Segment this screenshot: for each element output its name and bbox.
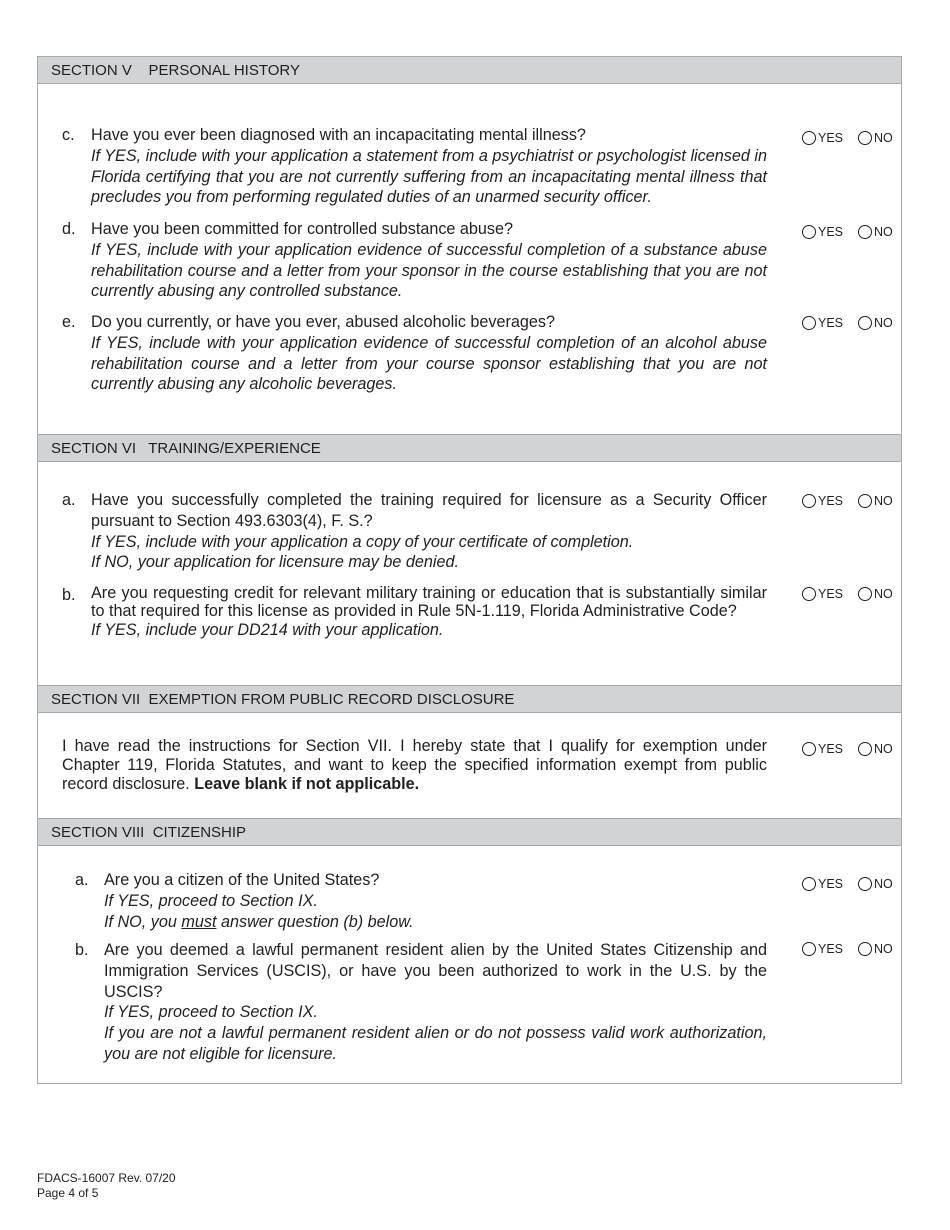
radio-circle-icon[interactable] [802, 942, 816, 956]
question-letter: a. [75, 871, 89, 889]
question-note: If YES, proceed to Section IX. [104, 891, 318, 910]
no-label: NO [874, 742, 893, 756]
yes-radio[interactable] [802, 491, 843, 511]
note-text: answer question (b) below. [216, 912, 414, 931]
yes-radio[interactable] [802, 313, 843, 333]
radio-circle-icon[interactable] [858, 587, 872, 601]
section-number: SECTION V [51, 62, 132, 79]
radio-circle-icon[interactable] [802, 494, 816, 508]
section-title: CITIZENSHIP [152, 824, 247, 841]
statement-bold: Leave blank if not applicable. [194, 775, 420, 793]
no-radio[interactable] [858, 222, 893, 242]
yes-label: YES [818, 877, 844, 891]
question-text: Have you ever been diagnosed with an incapacitating mental illness? [91, 126, 586, 144]
question-text: Have you been committed for controlled substance abuse? [91, 220, 514, 238]
question-text: Are you requesting credit for relevant military training or education that is substantially similar to that required for this license as provided in Rule 5N-1.119, Florida Administrative Code? [91, 584, 767, 620]
question-text: Have you successfully completed the training required for licensure as a Security Officer pursuant to Section 493.6303(4), F. S.? [91, 491, 767, 530]
question-text: Do you currently, or have you ever, abused alcoholic beverages? [91, 313, 556, 331]
question-text: Are you deemed a lawful permanent resident alien by the United States Citizenship and Immigration Services (USCIS), or have you been authorized to work in the U.S. by the USCIS? [104, 941, 767, 1001]
yes-radio[interactable] [802, 584, 843, 604]
exemption-statement [62, 737, 767, 794]
radio-circle-icon[interactable] [858, 742, 872, 756]
page-footer [37, 1171, 176, 1201]
yes-label: YES [818, 587, 844, 601]
question-note: If YES, include with your application evidence of successful completion of an alcohol abuse rehabilitation course and a letter from your course sponsor establishing that you are not currently abusing any alcoholic beverages. [91, 333, 767, 394]
form-box [37, 56, 902, 1084]
yes-label: YES [818, 131, 844, 145]
radio-circle-icon[interactable] [802, 316, 816, 330]
radio-circle-icon[interactable] [858, 877, 872, 891]
radio-circle-icon[interactable] [802, 587, 816, 601]
question-text: Are you a citizen of the United States? [104, 871, 380, 889]
no-radio[interactable] [858, 739, 893, 759]
yes-label: YES [818, 742, 844, 756]
yes-radio[interactable] [802, 939, 843, 959]
section-title: TRAINING/EXPERIENCE [148, 440, 321, 457]
statement-text: I have read the instructions for Section VII. I hereby state that I qualify for exemption under Chapter 119, Florida Statutes, and want to keep the specified information exempt from public record disclosure. [62, 737, 767, 793]
radio-circle-icon[interactable] [858, 131, 872, 145]
question-letter: e. [62, 313, 76, 331]
no-radio[interactable] [858, 584, 893, 604]
section-vi-header [38, 434, 901, 462]
no-label: NO [874, 225, 893, 239]
question-letter: a. [62, 491, 76, 509]
question-note: If YES, proceed to Section IX. [104, 1003, 318, 1022]
no-label: NO [874, 494, 893, 508]
form-number: FDACS-16007 Rev. 07/20 [37, 1171, 176, 1185]
radio-circle-icon[interactable] [858, 942, 872, 956]
no-radio[interactable] [858, 128, 893, 148]
no-label: NO [874, 316, 893, 330]
section-vii-header [38, 685, 901, 713]
question-letter: b. [75, 941, 89, 959]
radio-circle-icon[interactable] [802, 742, 816, 756]
section-number: SECTION VI [51, 440, 137, 457]
radio-circle-icon[interactable] [802, 131, 816, 145]
question-note: If YES, include your DD214 with your application. [91, 621, 444, 639]
yes-radio[interactable] [802, 739, 843, 759]
yes-radio[interactable] [802, 874, 843, 894]
no-label: NO [874, 877, 893, 891]
section-viii-header [38, 818, 901, 846]
yes-label: YES [818, 225, 844, 239]
question-letter: d. [62, 220, 76, 238]
question-letter: c. [62, 126, 75, 144]
radio-circle-icon[interactable] [802, 225, 816, 239]
section-v-header [38, 56, 901, 84]
section-number: SECTION VII [51, 691, 141, 708]
yes-label: YES [818, 942, 844, 956]
radio-circle-icon[interactable] [858, 225, 872, 239]
yes-label: YES [818, 494, 844, 508]
no-label: NO [874, 131, 893, 145]
question-note: If YES, include with your application a statement from a psychiatrist or psychologist licensed in Florida certifying that you are not currently suffering from an incapacitating mental illness that precludes you from performing regulated duties of an unarmed security officer. [91, 146, 767, 207]
radio-circle-icon[interactable] [802, 877, 816, 891]
note-text: If NO, you [104, 912, 182, 931]
radio-circle-icon[interactable] [858, 494, 872, 508]
yes-radio[interactable] [802, 222, 843, 242]
no-label: NO [874, 942, 893, 956]
section-number: SECTION VIII [51, 824, 145, 841]
section-title: EXEMPTION FROM PUBLIC RECORD DISCLOSURE [148, 691, 515, 708]
question-note: If YES, include with your application evidence of successful completion of a substance abuse rehabilitation course and a letter from your sponsor in the course establishing that you are not currently abusing any controlled substance. [91, 240, 767, 301]
question-note: If you are not a lawful permanent resident alien or do not possess valid work authorization, you are not eligible for licensure. [104, 1024, 767, 1063]
no-radio[interactable] [858, 491, 893, 511]
page-number: Page 4 of 5 [37, 1186, 99, 1200]
yes-radio[interactable] [802, 128, 843, 148]
question-letter: b. [62, 586, 76, 604]
no-label: NO [874, 587, 893, 601]
question-note-must [104, 912, 767, 933]
yes-label: YES [818, 316, 844, 330]
radio-circle-icon[interactable] [858, 316, 872, 330]
note-underlined: must [181, 912, 217, 931]
no-radio[interactable] [858, 874, 893, 894]
no-radio[interactable] [858, 939, 893, 959]
question-note: If NO, your application for licensure may be denied. [91, 553, 460, 572]
section-title: PERSONAL HISTORY [148, 62, 300, 79]
question-note: If YES, include with your application a copy of your certificate of completion. [91, 532, 634, 551]
no-radio[interactable] [858, 313, 893, 333]
